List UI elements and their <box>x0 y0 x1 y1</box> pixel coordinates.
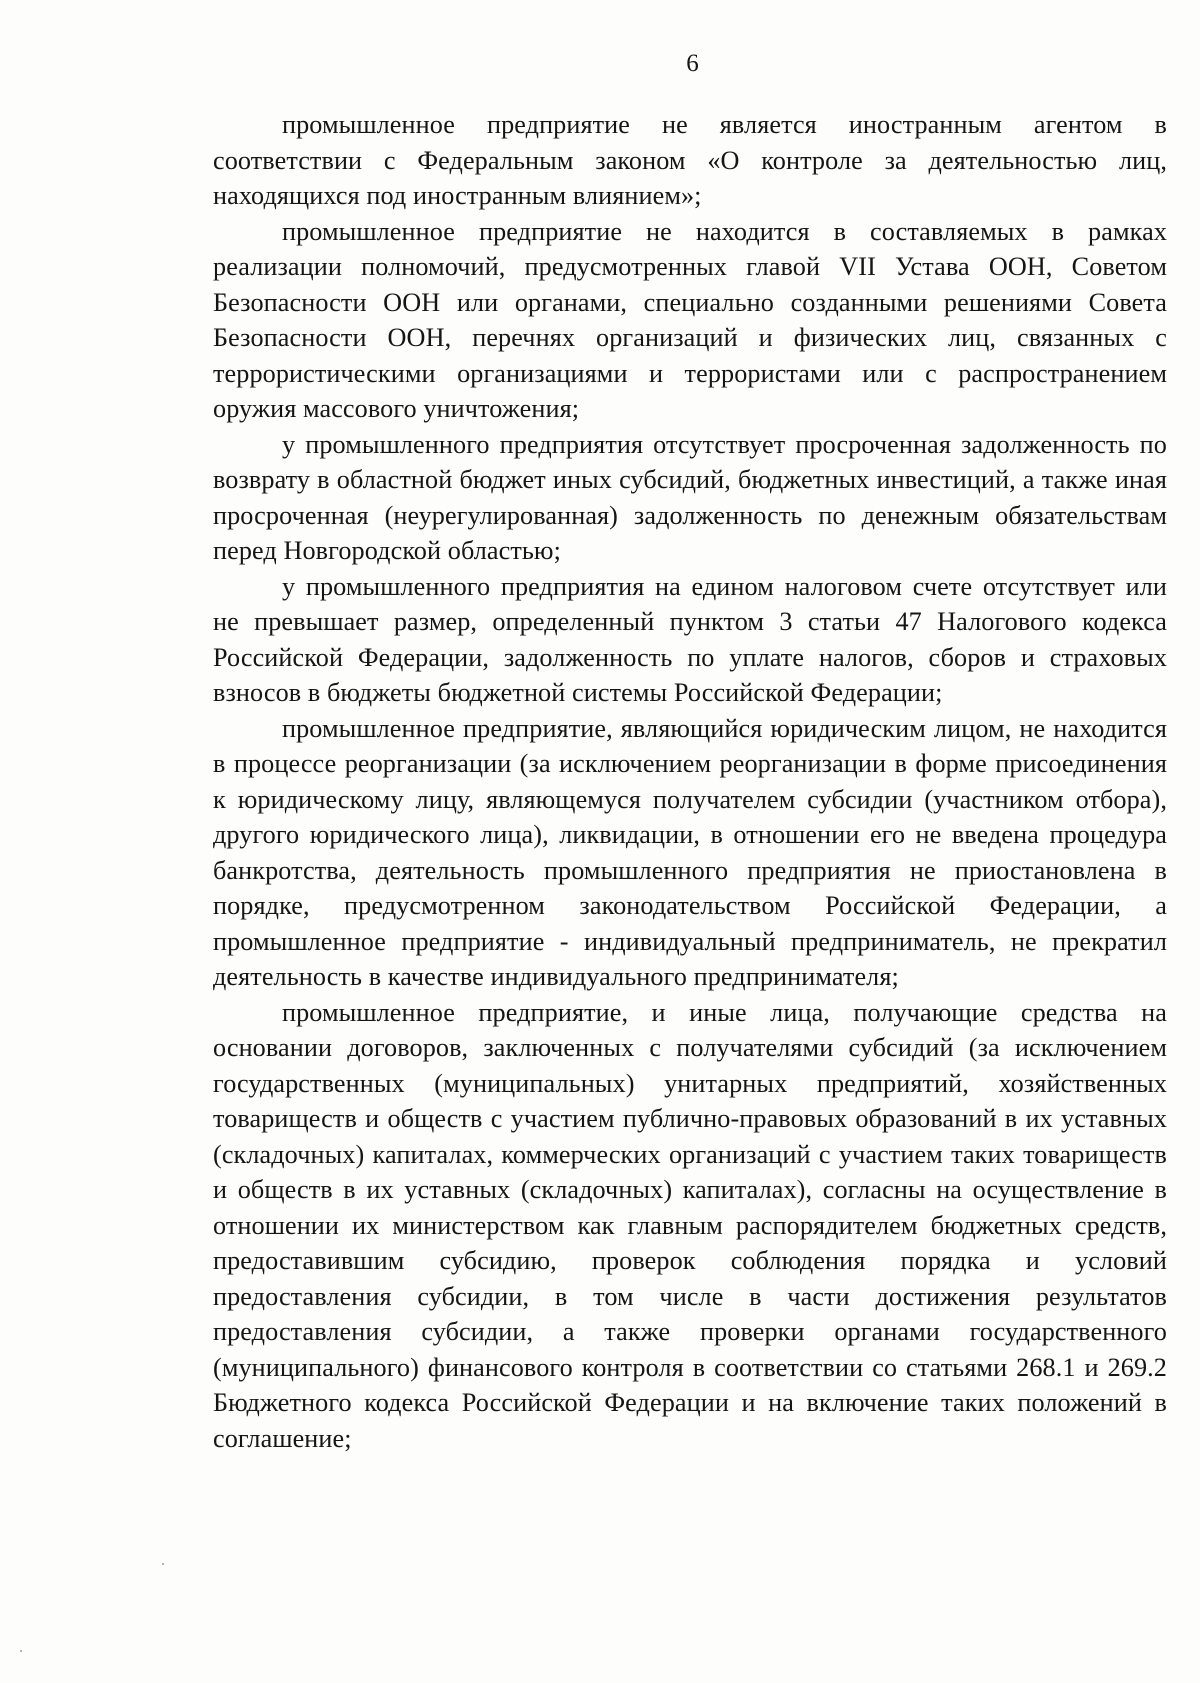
scan-speck <box>162 1563 164 1565</box>
document-body <box>213 107 1167 1456</box>
paragraph-control-consent: промышленное предприятие, и иные лица, получающие средства на основании договоров, заключенных с получателями субсидий (за исключением государственных (муниципальных) унитарных предприятий, хозяйственных товариществ и обществ с участием публично-правовых образований в их уставных (складочных) капиталах, коммерческих организаций с участием таких товариществ и обществ в их уставных (складочных) капиталах), согласны на осуществление в отношении их министерством как главным распорядителем бюджетных средств, предоставившим субсидию, проверок соблюдения порядка и условий предоставления субсидии, в том числе в части достижения результатов предоставления субсидии, а также проверки органами государственного (муниципального) финансового контроля в соответствии со статьями 268.1 и 269.2 Бюджетного кодекса Российской Федерации и на включение таких положений в соглашение; <box>213 997 1167 1453</box>
paragraph-reorganization-bankruptcy: промышленное предприятие, являющийся юридическим лицом, не находится в процессе реорганизации (за исключением реорганизации в форме присоединения к юридическому лицу, являющемуся получателем субсидии (участником отбора), другого юридического лица), ликвидации, в отношении его не введена процедура банкротства, деятельность промышленного предприятия не приостановлена в порядке, предусмотренном законодательством Российской Федерации, а промышленное предприятие - индивидуальный предприниматель, не прекратил деятельность в качестве индивидуального предпринимателя; <box>213 713 1167 991</box>
page-number: 6 <box>686 50 699 77</box>
paragraph-tax-debt: у промышленного предприятия на едином налоговом счете отсутствует или не превышает размер, определенный пунктом 3 статьи 47 Налогового кодекса Российской Федерации, задолженность по уплате налогов, сборов и страховых взносов в бюджеты бюджетной системы Российской Федерации; <box>213 571 1167 707</box>
paragraph-foreign-agent: промышленное предприятие не является иностранным агентом в соответствии с Федеральным законом «О контроле за деятельностью лиц, находящихся под иностранным влиянием»; <box>213 110 1167 210</box>
paragraph-overdue-debt: у промышленного предприятия отсутствует просроченная задолженность по возврату в областной бюджет иных субсидий, бюджетных инвестиций, а также иная просроченная (неурегулированная) задолженность по денежным обязательствам перед Новгородской областью; <box>213 429 1167 565</box>
scan-speck <box>20 1650 22 1652</box>
paragraph-un-sanctions-lists: промышленное предприятие не находится в составляемых в рамках реализации полномочий, предусмотренных главой VII Устава ООН, Советом Безопасности ООН или органами, специально созданными решениями Совета Безопасности ООН, перечнях организаций и физических лиц, связанных с террористическими организациями и террористами или с распространением оружия массового уничтожения; <box>213 216 1167 423</box>
